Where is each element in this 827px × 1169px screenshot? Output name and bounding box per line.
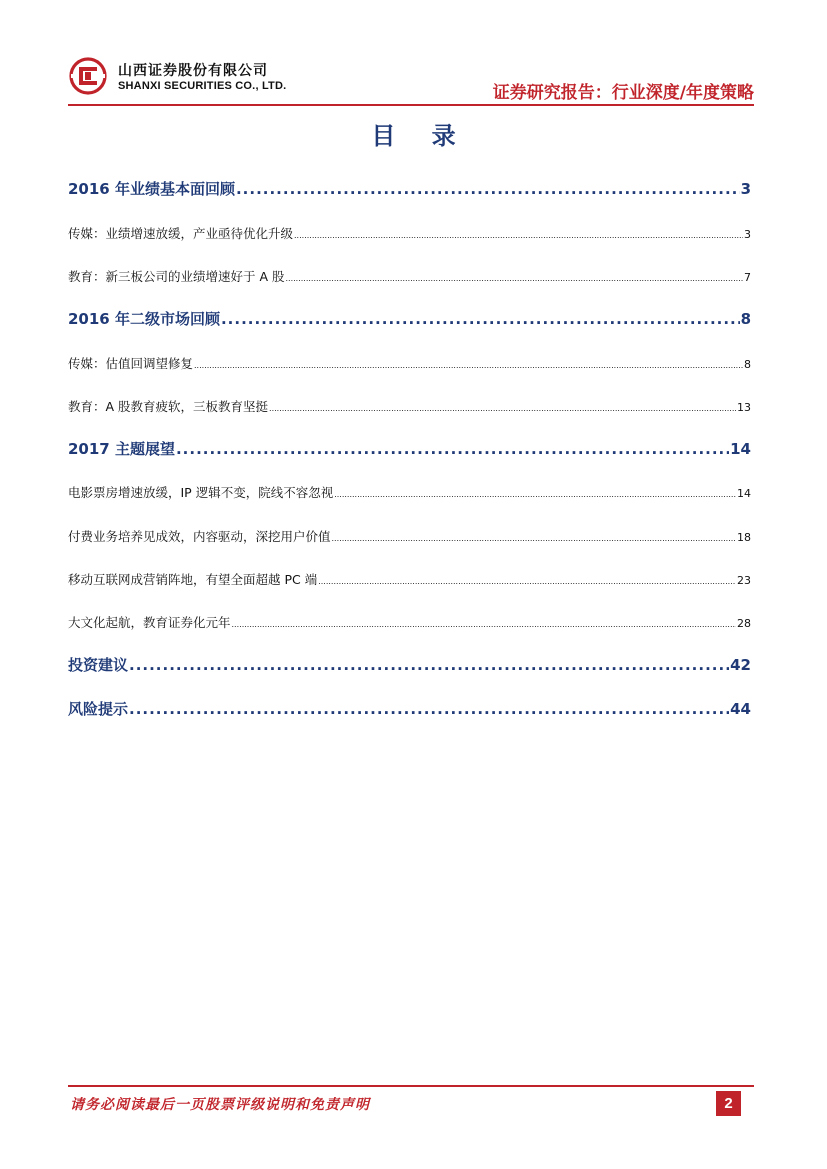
toc-entry-page: 3 [740,180,751,198]
toc-entry-page: 23 [737,574,751,587]
page-number-badge: 2 [716,1091,741,1116]
toc-leader [129,656,729,674]
toc-entry-page: 8 [740,310,751,328]
toc-entry-page: 14 [730,440,751,458]
toc-entry-page: 14 [737,487,751,500]
toc-entry[interactable] [68,397,751,415]
toc-entry[interactable] [68,354,751,372]
toc-leader [194,361,743,370]
toc-leader [236,180,740,198]
toc-entry-label: 传媒：估值回调望修复 [68,356,194,371]
toc-entry-label: 教育：A 股教育疲软，三板教育坚挺 [68,399,269,414]
toc-entry[interactable] [68,438,751,459]
toc-entry[interactable] [68,570,751,588]
toc-leader [176,440,729,458]
toc-entry-label: 2016 年二级市场回顾 [68,310,220,328]
toc-entry[interactable] [68,483,751,501]
shanxi-securities-logo-icon [68,56,108,96]
toc-entry-label: 投资建议 [68,656,129,674]
toc-entry[interactable] [68,224,751,242]
company-name-cn: 山西证券股份有限公司 [118,63,268,79]
toc-entry[interactable] [68,178,751,199]
toc-leader [294,231,743,240]
toc-entry-label: 2016 年业绩基本面回顾 [68,180,235,198]
toc-entry-page: 42 [730,656,751,674]
toc-entry-label: 2017 主题展望 [68,440,175,458]
toc-entry-label: 教育：新三板公司的业绩增速好于 A 股 [68,269,285,284]
toc-entry-page: 28 [737,617,751,630]
toc-leader [318,577,736,586]
toc-entry-page: 13 [737,401,751,414]
toc-leader [286,274,744,283]
toc-entry-label: 风险提示 [68,700,129,718]
toc-entry-label: 大文化起航，教育证券化元年 [68,615,231,630]
toc-leader [332,534,736,543]
toc-entry-label: 移动互联网成营销阵地，有望全面超越 PC 端 [68,572,318,587]
toc-entry-page: 8 [744,358,751,371]
page-header [68,56,754,104]
toc-entry[interactable] [68,654,751,675]
toc-entry-page: 7 [744,271,751,284]
toc-leader [129,700,729,718]
toc-entry[interactable] [68,613,751,631]
report-type: 证券研究报告：行业深度/年度策略 [492,83,754,103]
toc-entry[interactable] [68,267,751,285]
footer-divider [68,1085,754,1087]
toc-entry[interactable] [68,698,751,719]
toc-leader [334,490,736,499]
toc-entry[interactable] [68,308,751,329]
toc-leader [221,310,740,328]
header-divider [68,104,754,106]
toc-leader [269,404,736,413]
disclaimer-text: 请务必阅读最后一页股票评级说明和免责声明 [70,1097,370,1113]
toc-entry-label: 付费业务培养见成效，内容驱动，深挖用户价值 [68,529,331,544]
toc-entry-page: 18 [737,531,751,544]
toc-entry-label: 电影票房增速放缓，IP 逻辑不变，院线不容忽视 [68,485,334,500]
company-name-en: SHANXI SECURITIES CO., LTD. [118,80,287,92]
toc-title: 目 录 [371,122,470,150]
toc-leader [232,620,736,629]
toc-entry[interactable] [68,527,751,545]
toc-entry-label: 传媒：业绩增速放缓，产业亟待优化升级 [68,226,294,241]
toc-entry-page: 44 [730,700,751,718]
toc-entry-page: 3 [744,228,751,241]
